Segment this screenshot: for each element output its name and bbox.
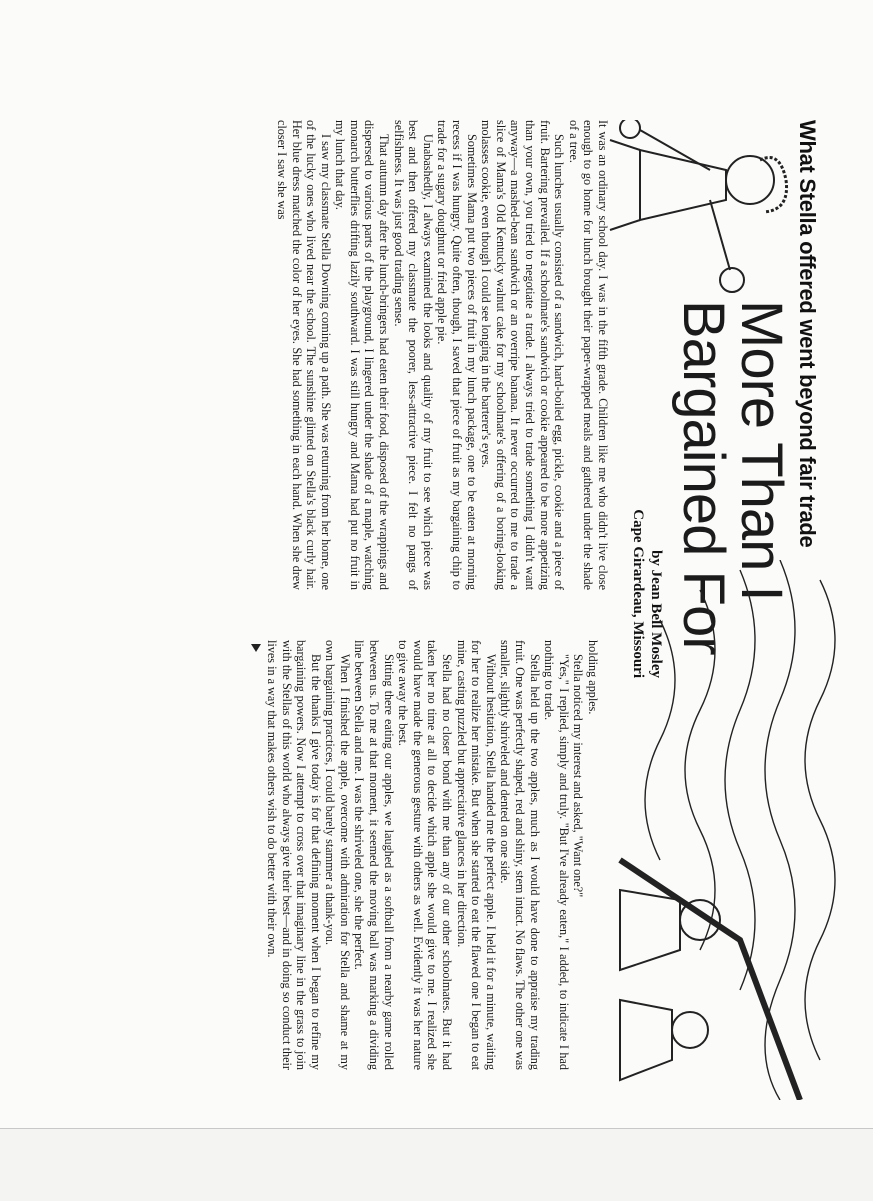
paragraph: Stella held up the two apples, much as I would have done to appraise my trading fruit. One was perfectly shaped, red and shiny, stem intact. No flaws. The other one was smaller, slightly shriveled and dented on one side. xyxy=(498,640,542,1070)
paragraph: Stella noticed my interest and asked, "Want one?" xyxy=(571,654,586,898)
author: by Jean Bell Mosley xyxy=(648,550,664,678)
girl-with-apples-illustration xyxy=(590,120,790,300)
paragraph: Unabashedly, I always examined the looks and quality of my fruit to see which piece was best and then offered my classmate the poorer, less-attractive piece. I felt no pangs of selfishness. It was just good trading sense. xyxy=(391,120,435,590)
scanner-margin xyxy=(0,1128,873,1201)
children-under-tree-illustration xyxy=(610,860,730,1100)
paragraph: It was an ordinary school day. I was in the fifth grade. Children like me who didn't live close enough to go home for lunch brought their paper-wrapped meals and gathered under the shade of a tree. xyxy=(566,120,610,590)
article-column-2 xyxy=(250,640,600,1070)
paragraph: Sometimes Mama put two pieces of fruit in my lunch package, one to be eaten at morning recess if I was hungry. Quite often, though, I saved that piece of fruit as my bargaining chip to trade for a sugary doughnut or fried apple pie. xyxy=(435,120,479,590)
end-of-article-icon xyxy=(251,644,261,652)
paragraph: holding apples. xyxy=(586,640,600,715)
paragraph: That autumn day after the lunch-bringers had eaten their food, disposed of the wrappings and dispersed to various parts of the playground, I lingered under the shade of a maple, watching monarch butterflies drifting lazily southward. I was still hungry and Mama had put no fruit in my lunch that day. xyxy=(333,120,392,590)
paragraph: Without hesitation, Stella handed me the perfect apple. I held it for a minute, waiting for her to realize her mistake. But when she started to eat the flawed one I began to eat mine, casting puzzled but appreciative glances in her direction. xyxy=(454,640,498,1070)
paragraph: Sitting there eating our apples, we laughed as a softball from a nearby game rolled between us. To me at that moment, it seemed the moving ball was marking a dividing line between Stella and me. I was the shriveled one, she the perfect. xyxy=(352,640,396,1070)
article-column-1 xyxy=(274,120,610,590)
paragraph: When I finished the apple, overcome with admiration for Stella and shame at my own bargaining practices, I could barely stammer a thank-you. xyxy=(323,640,352,1070)
author-location: Cape Girardeau, Missouri xyxy=(630,509,646,678)
article-kicker: What Stella offered went beyond fair trade xyxy=(795,120,820,548)
paragraph: But the thanks I give today is for that defining moment when I began to refine my bargaining powers. Now I attempt to cross over that imaginary line in the grass to join with the Stellas of this world who always give their best—and in doing so conduct their lives in a way that makes others wish to do better with their own. xyxy=(264,640,323,1070)
paragraph: I saw my classmate Stella Downing coming up a path. She was returning from her home, one of the lucky ones who lived near the school. The sunshine glinted on Stella's black curly hair. Her blue dress matched the color of her eyes. She had something in each hand. When she drew closer I saw she was xyxy=(274,120,333,590)
paragraph: Stella had no closer bond with me than any of our other schoolmates. But it had taken her no time at all to decide which apple she would give to me. I realized she would have made the generous gesture with others as well. Evidently it was her nature to give away the best. xyxy=(396,640,455,1070)
paragraph: "Yes," I replied, simply and truly. "But I've already eaten," I added, to indicate I had nothing to trade. xyxy=(542,640,571,1070)
paragraph: Such lunches usually consisted of a sandwich, hard-boiled egg, pickle, cookie and a piece of fruit. Bartering prevailed. If a schoolmate's sandwich or cookie appeared to be more appetizing than your own, you tried to negotiate a trade. I always tried to trade something I didn't want anyway—a mashed-bean sandwich or an overripe banana. It never occurred to me to trade a slice of Mama's Old Kentucky walnut cake for my schoolmate's offering of a boring-looking molasses cookie, even though I could see longing in the barterer's eyes. xyxy=(479,120,567,590)
title-line-1: More Than I xyxy=(729,300,794,601)
title-line-2: Bargained For xyxy=(671,300,736,655)
